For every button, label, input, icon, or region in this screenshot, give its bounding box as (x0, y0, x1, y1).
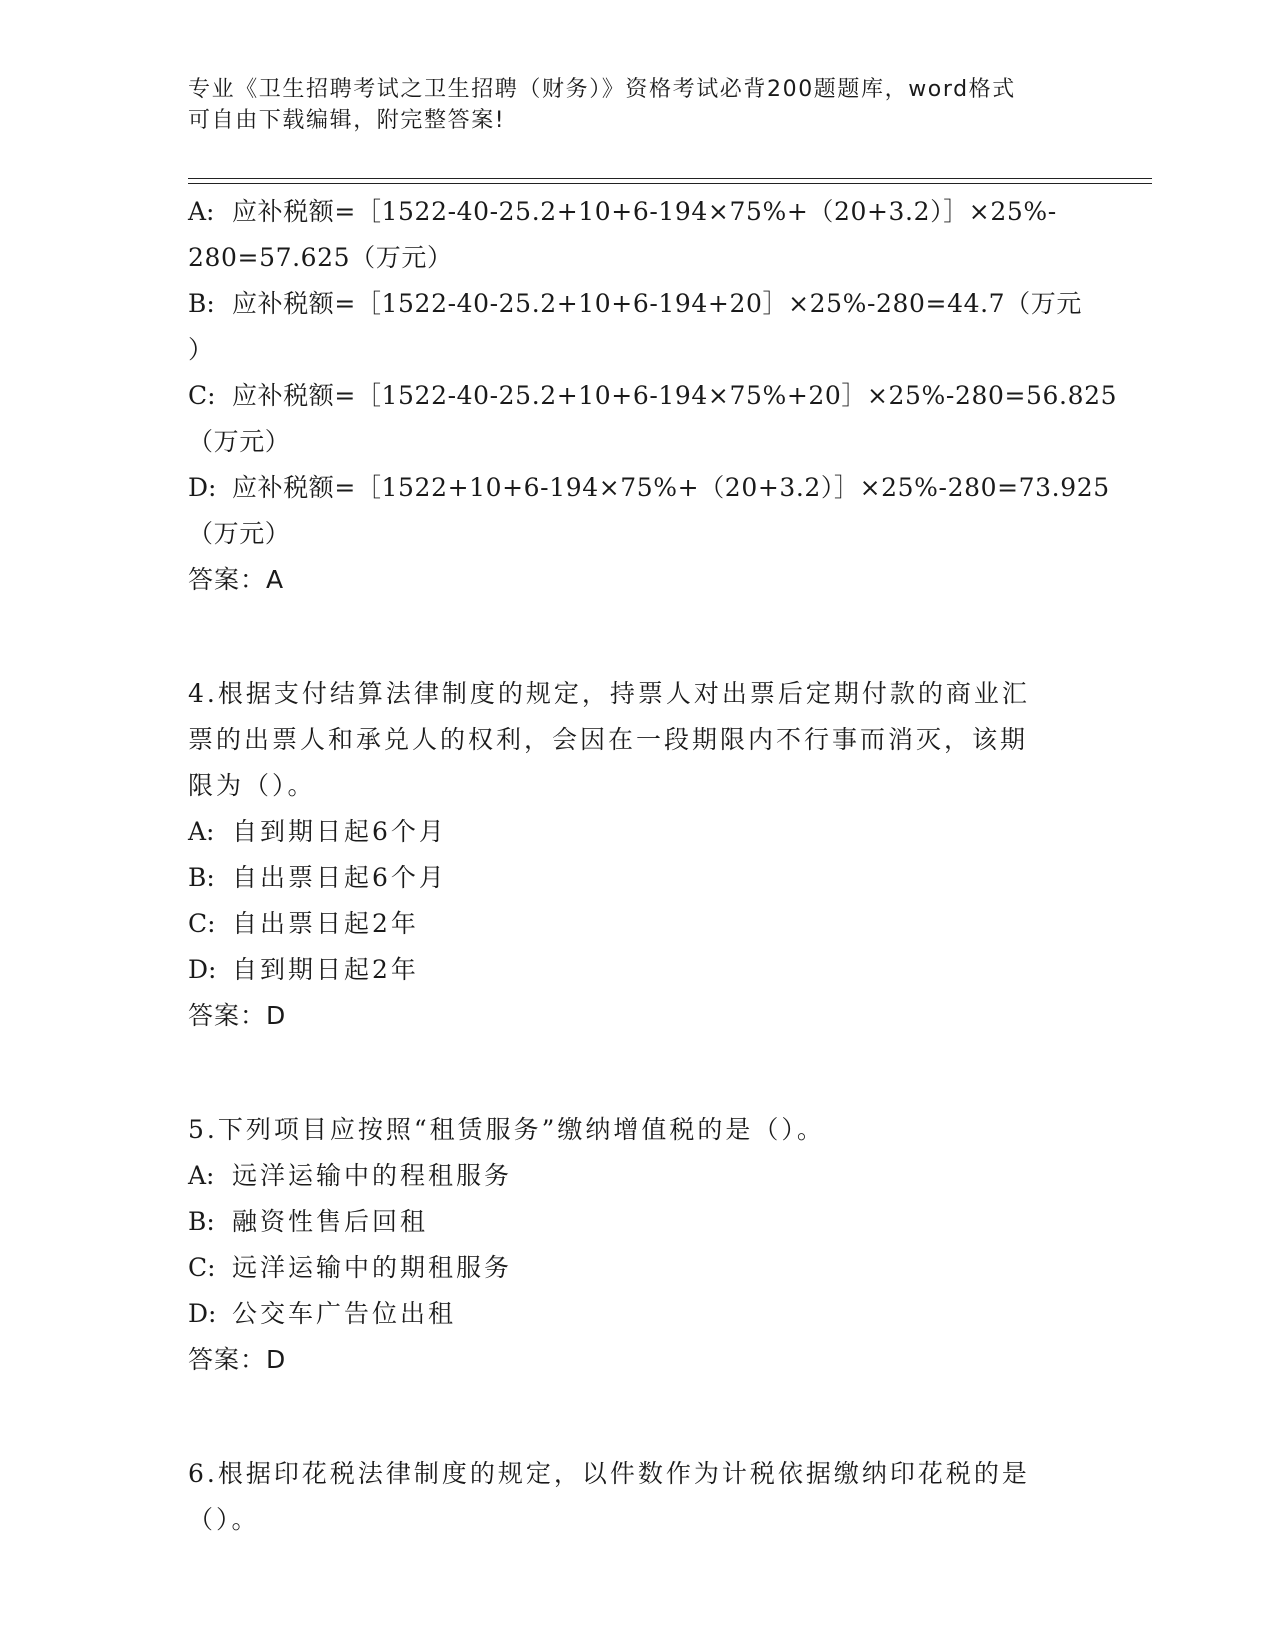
q3-option-c-cont: （万元） (188, 427, 291, 456)
option-label: D: (188, 1299, 217, 1328)
option-text: 远洋运输中的期租服务 (232, 1253, 513, 1282)
spacer (188, 603, 1088, 671)
question-6 (188, 1451, 1088, 1543)
option-label: D: (188, 473, 217, 502)
option-label: D: (188, 955, 217, 984)
option-label: C: (188, 909, 216, 938)
q3-option-a-cont: 280=57.625（万元） (188, 243, 453, 272)
option-text: 自出票日起6个月 (232, 863, 447, 892)
option-label: A: (188, 1161, 215, 1190)
q5-stem-line: 5.下列项目应按照“租赁服务”缴纳增值税的是（）。 (188, 1115, 825, 1144)
q6-stem-line: （）。 (188, 1505, 260, 1534)
q4-option-c (188, 901, 1088, 947)
q4-stem-line: 限为（）。 (188, 771, 316, 800)
option-text: 自出票日起2年 (232, 909, 419, 938)
option-label: A: (188, 817, 215, 846)
option-text: 远洋运输中的程租服务 (232, 1161, 513, 1190)
q4-option-b (188, 855, 1088, 901)
header-divider-top (188, 178, 1152, 179)
q5-option-c (188, 1245, 1088, 1291)
q4-answer: 答案：D (188, 1001, 287, 1030)
question-3 (188, 189, 1118, 603)
option-text: 应补税额=［1522-40-25.2+10+6-194×75%+（20+3.2）］×25%- (232, 197, 1057, 226)
q6-stem-line: 6.根据印花税法律制度的规定，以件数作为计税依据缴纳印花税的是 (188, 1459, 1030, 1488)
option-text: 应补税额=［1522-40-25.2+10+6-194+20］×25%-280=44.7（万元 (232, 289, 1082, 318)
q3-option-b (188, 281, 1088, 327)
question-5 (188, 1107, 1088, 1383)
q3-option-b-cont: ） (188, 335, 214, 364)
spacer (188, 1383, 1088, 1451)
option-label: B: (188, 289, 215, 318)
option-label: C: (188, 1253, 216, 1282)
q3-option-c (188, 373, 1118, 419)
option-text: 应补税额=［1522-40-25.2+10+6-194×75%+20］×25%-280=56.825 (232, 381, 1118, 410)
option-text: 公交车广告位出租 (232, 1299, 457, 1328)
option-text: 自到期日起6个月 (232, 817, 447, 846)
option-text: 自到期日起2年 (232, 955, 419, 984)
question-4 (188, 671, 1088, 1039)
q5-option-a (188, 1153, 1088, 1199)
q3-answer: 答案：A (188, 565, 285, 594)
q5-option-d (188, 1291, 1088, 1337)
q5-option-b (188, 1199, 1088, 1245)
q3-option-d-cont: （万元） (188, 519, 291, 548)
option-label: C: (188, 381, 216, 410)
q5-answer: 答案：D (188, 1345, 287, 1374)
option-label: A: (188, 197, 215, 226)
q3-option-a (188, 189, 1088, 235)
option-label: B: (188, 863, 215, 892)
header-divider-bottom (188, 183, 1152, 184)
q4-option-d (188, 947, 1088, 993)
document-body (188, 189, 1118, 1543)
document-header (188, 74, 1088, 136)
q3-option-d (188, 465, 1110, 511)
q4-stem-line: 4.根据支付结算法律制度的规定，持票人对出票后定期付款的商业汇 (188, 679, 1030, 708)
spacer (188, 1039, 1088, 1107)
option-text: 应补税额=［1522+10+6-194×75%+（20+3.2）］×25%-280=73.925 (232, 473, 1110, 502)
option-text: 融资性售后回租 (232, 1207, 429, 1236)
q4-option-a (188, 809, 1088, 855)
option-label: B: (188, 1207, 215, 1236)
header-line-1: 专业《卫生招聘考试之卫生招聘（财务）》资格考试必背200题题库，word格式 (188, 77, 1016, 102)
q4-stem-line: 票的出票人和承兑人的权利，会因在一段期限内不行事而消灭，该期 (188, 725, 1029, 754)
header-line-2: 可自由下载编辑，附完整答案! (188, 108, 506, 133)
